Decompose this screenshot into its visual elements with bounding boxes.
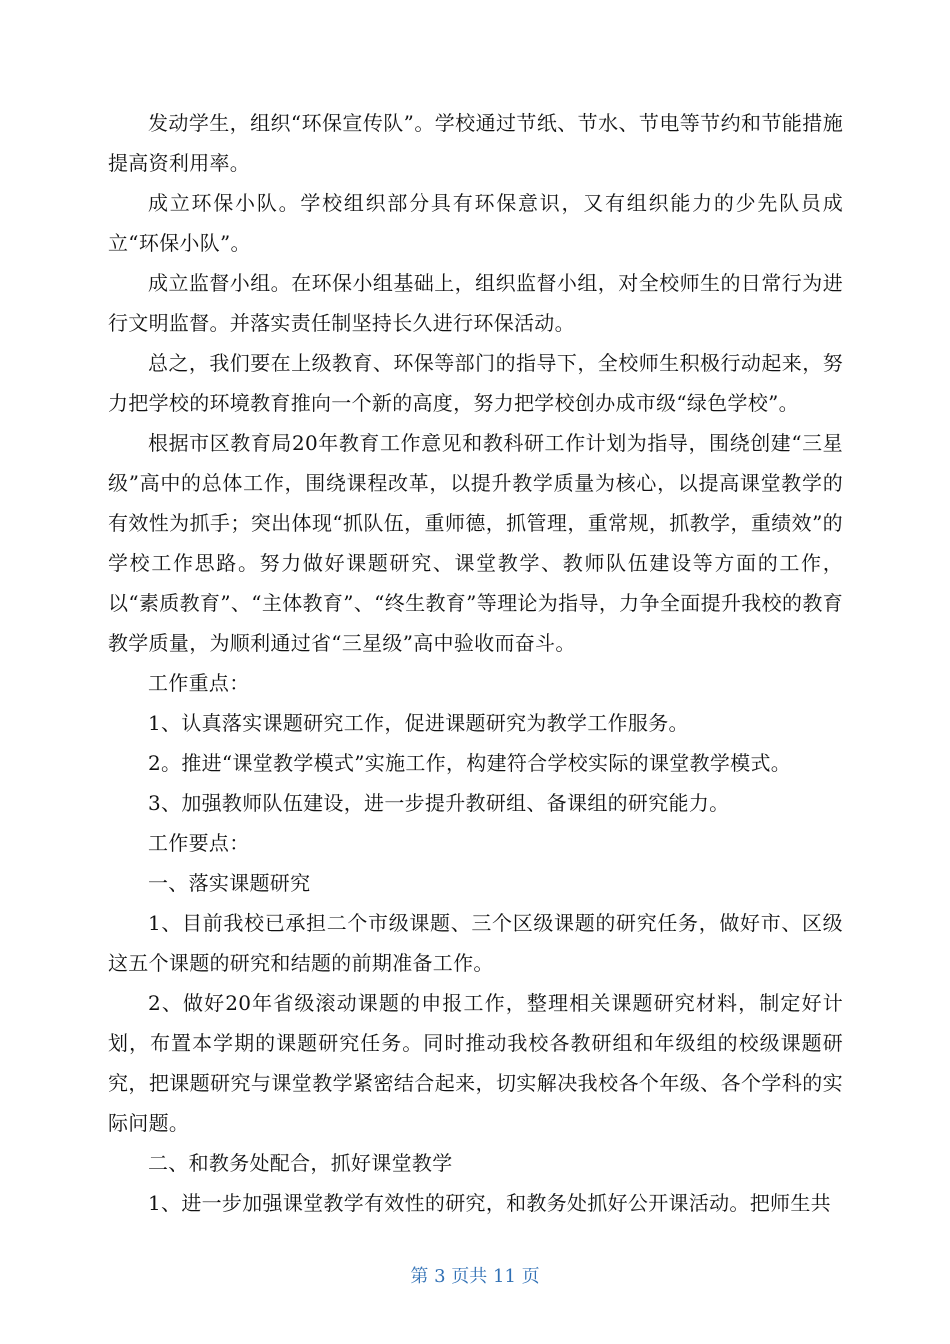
document-body: [108, 103, 843, 1223]
list-item: 3、加强教师队伍建设，进一步提升教研组、备课组的研究能力。: [148, 791, 730, 815]
list-item: 1、目前我校已承担二个市级课题、三个区级课题的研究任务，做好市、区级这五个课题的研究和结题的前期准备工作。: [108, 911, 843, 975]
list-item: 2、做好20年省级滚动课题的申报工作，整理相关课题研究材料，制定好计划，布置本学期的课题研究任务。同时推动我校各教研组和年级组的校级课题研究，把课题研究与课堂教学紧密结合起来，切实解决我校各个年级、各个学科的实际问题。: [108, 991, 843, 1135]
list-item: 1、认真落实课题研究工作，促进课题研究为教学工作服务。: [148, 711, 689, 735]
page-number-footer: 第 3 页共 11 页: [410, 1266, 540, 1287]
list-item: 1、进一步加强课堂教学有效性的研究，和教务处抓好公开课活动。把师生共: [148, 1191, 831, 1215]
section-heading: 一、落实课题研究: [148, 871, 311, 895]
paragraph: 成立环保小队。学校组织部分具有环保意识，又有组织能力的少先队员成立“环保小队”。: [108, 191, 843, 255]
list-item: 2。推进“课堂教学模式”实施工作，构建符合学校实际的课堂教学模式。: [148, 751, 792, 775]
paragraph: 总之，我们要在上级教育、环保等部门的指导下，全校师生积极行动起来，努力把学校的环境教育推向一个新的高度，努力把学校创办成市级“绿色学校”。: [108, 351, 843, 415]
section-heading: 二、和教务处配合，抓好课堂教学: [148, 1151, 453, 1175]
paragraph: 发动学生，组织“环保宣传队”。学校通过节纸、节水、节电等节约和节能措施提高资利用率。: [108, 111, 843, 175]
section-heading: 工作重点：: [148, 671, 250, 695]
paragraph: 成立监督小组。在环保小组基础上，组织监督小组，对全校师生的日常行为进行文明监督。并落实责任制坚持长久进行环保活动。: [108, 271, 843, 335]
section-heading: 工作要点：: [148, 831, 250, 855]
paragraph: 根据市区教育局20年教育工作意见和教科研工作计划为指导，围绕创建“三星级”高中的总体工作，围绕课程改革，以提升教学质量为核心，以提高课堂教学的有效性为抓手；突出体现“抓队伍，重师德，抓管理，重常规，抓教学，重绩效”的学校工作思路。努力做好课题研究、课堂教学、教师队伍建设等方面的工作，以“素质教育”、“主体教育”、“终生教育”等理论为指导，力争全面提升我校的教育教学质量，为顺利通过省“三星级”高中验收而奋斗。: [108, 431, 843, 655]
